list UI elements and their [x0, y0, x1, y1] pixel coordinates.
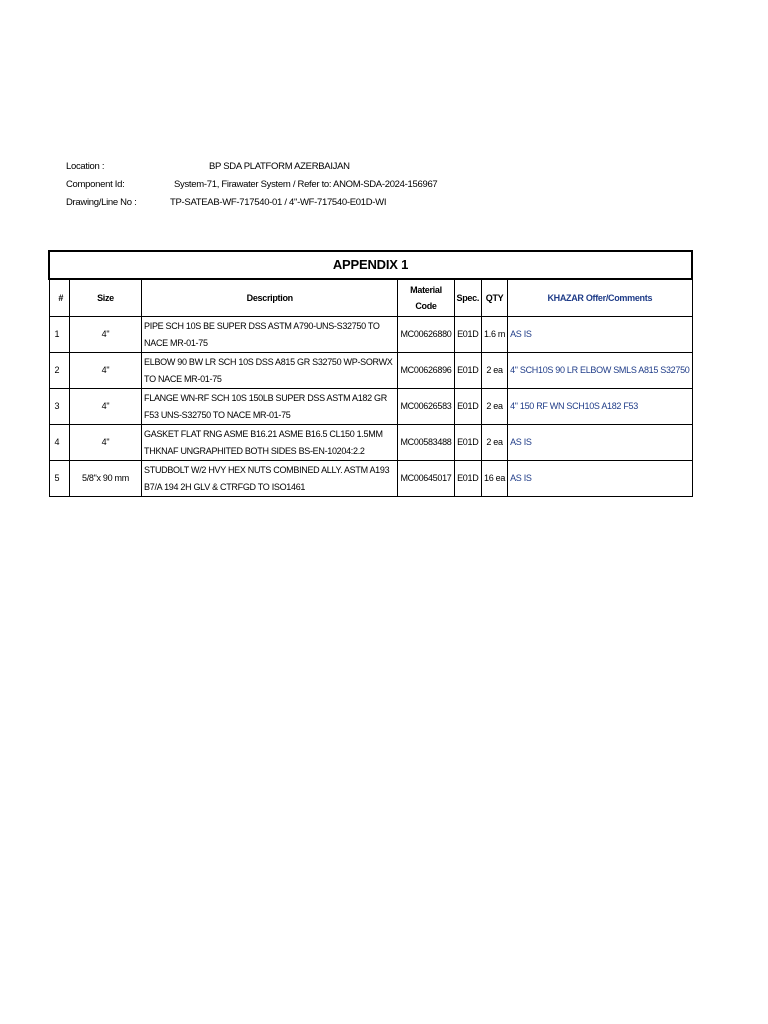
cell-description: STUDBOLT W/2 HVY HEX NUTS COMBINED ALLY. ASTM A193 B7/A 194 2H GLV & CTRFGD TO ISO1461: [142, 461, 398, 497]
cell-qty: 1.6 m: [482, 317, 508, 353]
cell-spec: E01D: [454, 389, 482, 425]
cell-comments: AS IS: [508, 317, 692, 353]
cell-comments: AS IS: [508, 425, 692, 461]
cell-qty: 2 ea: [482, 389, 508, 425]
cell-num: 3: [49, 389, 69, 425]
location-label: Location :: [66, 161, 105, 172]
cell-spec: E01D: [454, 317, 482, 353]
table-row: [49, 461, 692, 497]
cell-spec: E01D: [454, 425, 482, 461]
cell-qty: 2 ea: [482, 353, 508, 389]
col-header-size: Size: [69, 279, 141, 317]
drawing-value: TP-SATEAB-WF-717540-01 / 4"-WF-717540-E01D-WI: [170, 197, 387, 208]
cell-material-code: MC00645017: [398, 461, 454, 497]
appendix-table: [48, 250, 693, 497]
col-header-material-code-line1: Material: [410, 285, 442, 295]
cell-description: FLANGE WN-RF SCH 10S 150LB SUPER DSS ASTM A182 GR F53 UNS-S32750 TO NACE MR-01-75: [142, 389, 398, 425]
table-header-row: [49, 279, 692, 317]
cell-num: 4: [49, 425, 69, 461]
cell-spec: E01D: [454, 461, 482, 497]
cell-comments: 4" 150 RF WN SCH10S A182 F53: [508, 389, 692, 425]
col-header-description: Description: [142, 279, 398, 317]
cell-num: 5: [49, 461, 69, 497]
table-row: [49, 353, 692, 389]
component-value: System-71, Firawater System / Refer to: ANOM-SDA-2024-156967: [174, 179, 438, 190]
cell-qty: 2 ea: [482, 425, 508, 461]
cell-description: ELBOW 90 BW LR SCH 10S DSS A815 GR S32750 WP-SORWX TO NACE MR-01-75: [142, 353, 398, 389]
cell-spec: E01D: [454, 353, 482, 389]
table-row: [49, 317, 692, 353]
col-header-material-code: [398, 279, 454, 317]
col-header-num: #: [49, 279, 69, 317]
cell-comments: AS IS: [508, 461, 692, 497]
cell-size: 4": [69, 317, 141, 353]
cell-material-code: MC00583488: [398, 425, 454, 461]
cell-num: 2: [49, 353, 69, 389]
cell-comments: 4" SCH10S 90 LR ELBOW SMLS A815 S32750: [508, 353, 692, 389]
table-row: [49, 389, 692, 425]
cell-material-code: MC00626880: [398, 317, 454, 353]
cell-num: 1: [49, 317, 69, 353]
col-header-spec: Spec.: [454, 279, 482, 317]
component-label: Component Id:: [66, 179, 125, 190]
cell-qty: 16 ea: [482, 461, 508, 497]
cell-description: GASKET FLAT RNG ASME B16.21 ASME B16.5 CL150 1.5MM THKNAF UNGRAPHITED BOTH SIDES BS-EN-10204:2.2: [142, 425, 398, 461]
cell-size: 5/8"x 90 mm: [69, 461, 141, 497]
location-value: BP SDA PLATFORM AZERBAIJAN: [209, 161, 350, 172]
col-header-qty: QTY: [482, 279, 508, 317]
cell-description: PIPE SCH 10S BE SUPER DSS ASTM A790-UNS-S32750 TO NACE MR-01-75: [142, 317, 398, 353]
table-title: APPENDIX 1: [49, 251, 692, 279]
cell-size: 4": [69, 425, 141, 461]
cell-material-code: MC00626896: [398, 353, 454, 389]
col-header-comments: KHAZAR Offer/Comments: [508, 279, 692, 317]
table-title-row: [49, 251, 692, 279]
table-row: [49, 425, 692, 461]
cell-size: 4": [69, 353, 141, 389]
drawing-label: Drawing/Line No :: [66, 197, 137, 208]
col-header-material-code-line2: Code: [415, 301, 437, 311]
cell-material-code: MC00626583: [398, 389, 454, 425]
cell-size: 4": [69, 389, 141, 425]
